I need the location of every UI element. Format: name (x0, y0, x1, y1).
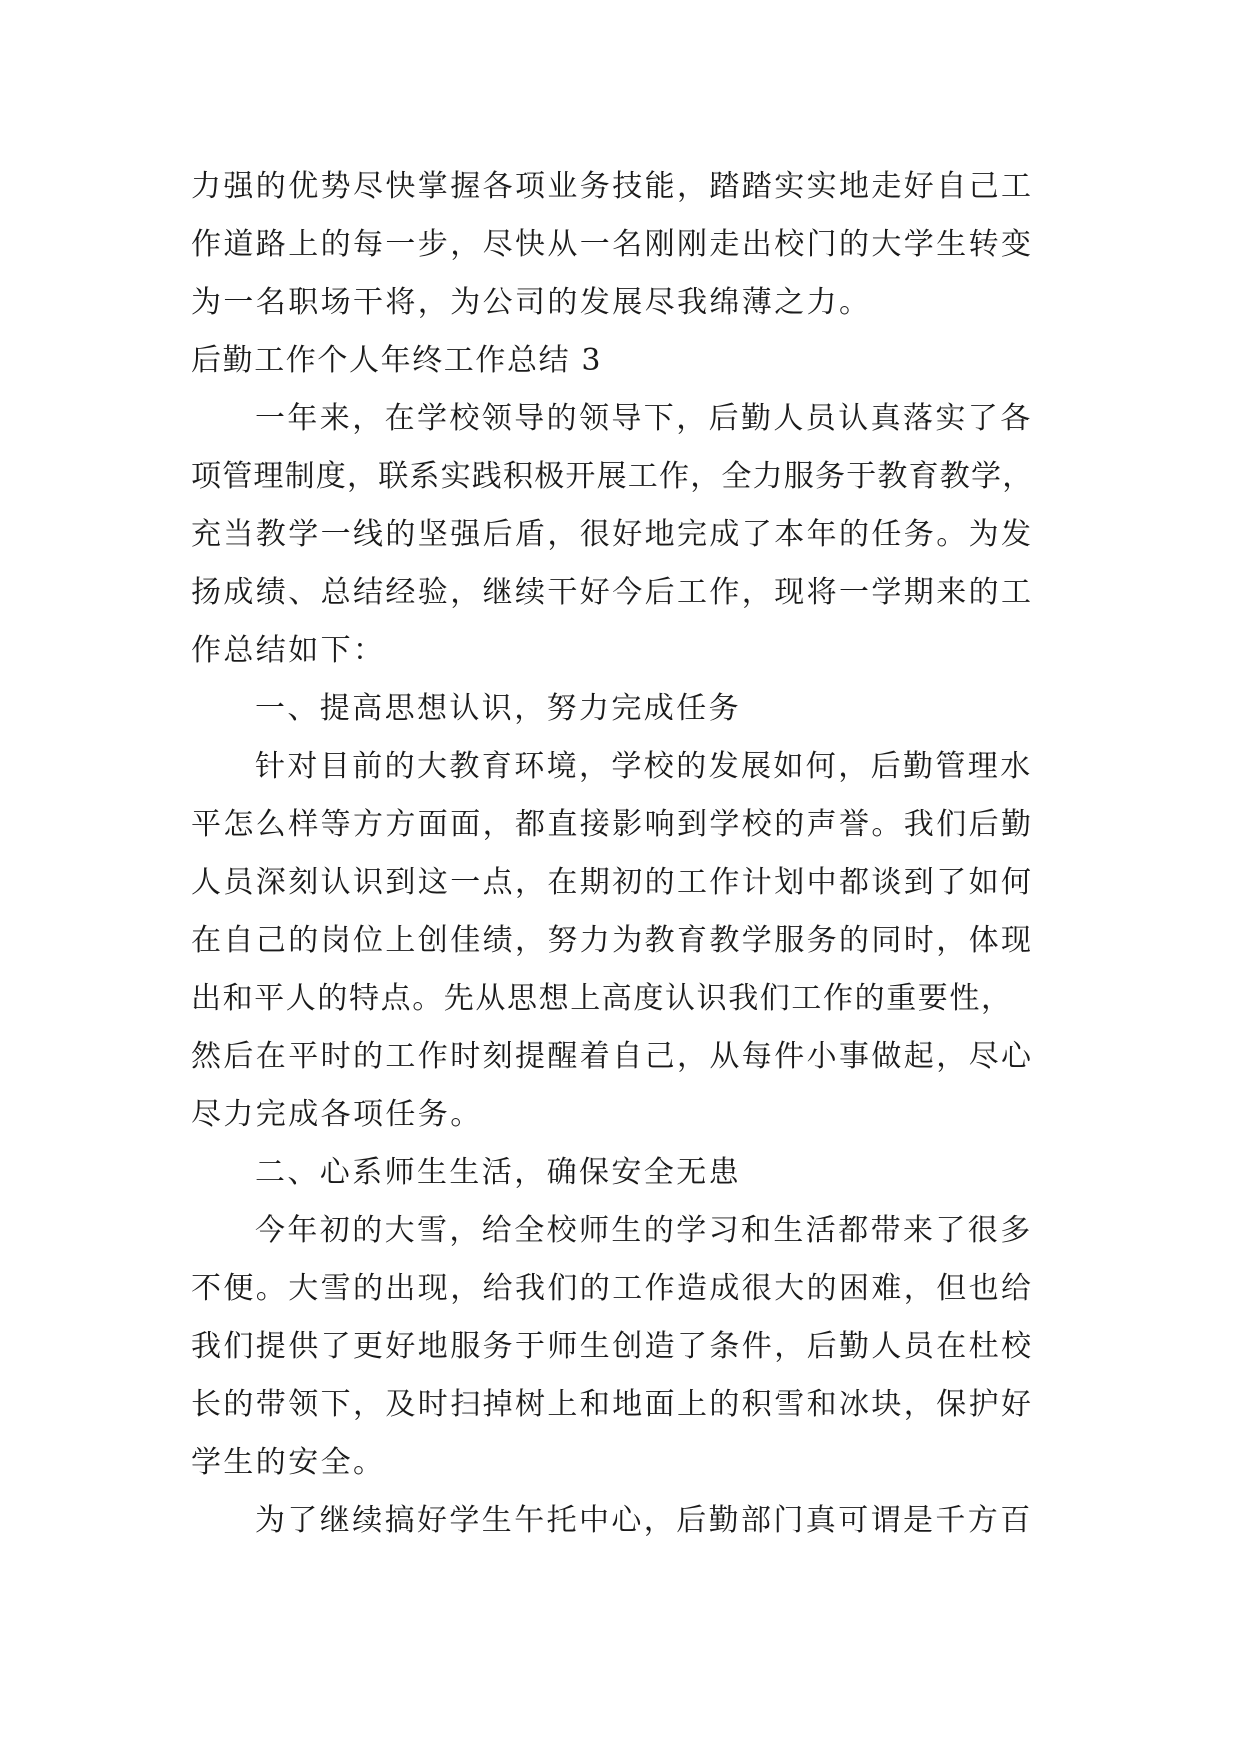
body-line: 然后在平时的工作时刻提醒着自己，从每件小事做起，尽心 (191, 1039, 1034, 1074)
body-line: 作总结如下： (191, 633, 386, 668)
body-line: 平怎么样等方方面面，都直接影响到学校的声誉。我们后勤 (191, 807, 1034, 842)
paragraph-first-line: 为了继续搞好学生午托中心，后勤部门真可谓是千方百 (255, 1503, 1033, 1538)
body-line: 项管理制度，联系实践积极开展工作，全力服务于教育教学， (191, 459, 1034, 494)
body-line: 为一名职场干将，为公司的发展尽我绵薄之力。 (191, 285, 872, 320)
body-line: 人员深刻认识到这一点，在期初的工作计划中都谈到了如何 (191, 865, 1034, 900)
paragraph-first-line: 一年来，在学校领导的领导下，后勤人员认真落实了各 (255, 401, 1033, 436)
body-line: 扬成绩、总结经验，继续干好今后工作，现将一学期来的工 (191, 575, 1034, 610)
subheading-one: 一、提高思想认识，努力完成任务 (255, 691, 741, 726)
paragraph-first-line: 针对目前的大教育环境，学校的发展如何，后勤管理水 (255, 749, 1033, 784)
paragraph-first-line: 今年初的大雪，给全校师生的学习和生活都带来了很多 (255, 1213, 1033, 1248)
body-line: 在自己的岗位上创佳绩，努力为教育教学服务的同时，体现 (191, 923, 1034, 958)
body-line: 学生的安全。 (191, 1445, 386, 1480)
body-line: 充当教学一线的坚强后盾，很好地完成了本年的任务。为发 (191, 517, 1034, 552)
body-line: 力强的优势尽快掌握各项业务技能，踏踏实实地走好自己工 (191, 169, 1034, 204)
document-body (191, 158, 1061, 1550)
body-line: 我们提供了更好地服务于师生创造了条件，后勤人员在杜校 (191, 1329, 1034, 1364)
body-line: 不便。大雪的出现，给我们的工作造成很大的困难，但也给 (191, 1271, 1034, 1306)
body-line: 长的带领下，及时扫掉树上和地面上的积雪和冰块，保护好 (191, 1387, 1034, 1422)
body-line: 尽力完成各项任务。 (191, 1097, 483, 1132)
body-line: 作道路上的每一步，尽快从一名刚刚走出校门的大学生转变 (191, 227, 1034, 262)
section-title: 后勤工作个人年终工作总结 3 (191, 343, 603, 378)
body-line: 出和平人的特点。先从思想上高度认识我们工作的重要性， (191, 981, 1013, 1016)
subheading-two: 二、心系师生生活，确保安全无患 (255, 1155, 741, 1190)
